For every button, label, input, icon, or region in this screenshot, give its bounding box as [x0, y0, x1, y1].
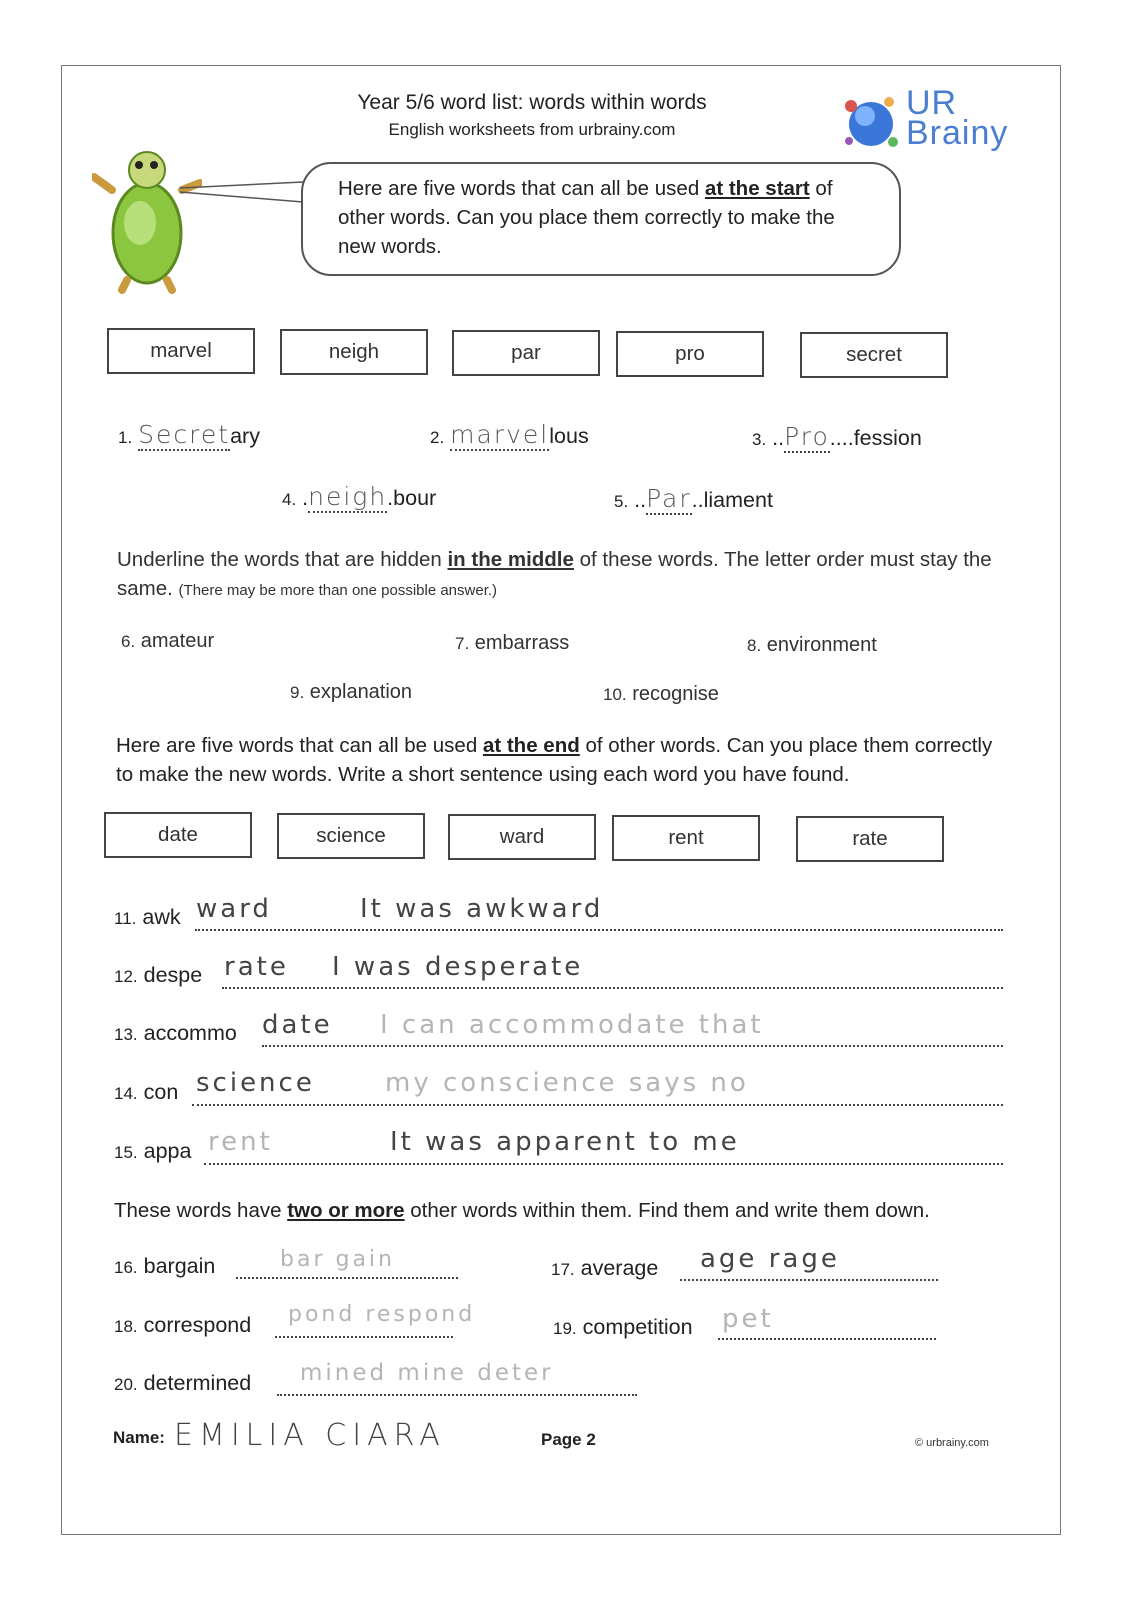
answer-line-16	[236, 1277, 458, 1279]
item-7: 7. embarrass	[455, 632, 570, 654]
item-17: 17. average	[551, 1256, 659, 1280]
sentence-11: It was awkward	[360, 894, 604, 924]
logo-text-bottom: Brainy	[906, 114, 1009, 152]
item-15-prefix: 15. appa	[114, 1139, 192, 1163]
worksheet-subtitle: English worksheets from urbrainy.com	[388, 120, 676, 139]
word-box-rent: rent	[612, 815, 760, 861]
section3-instructions: Here are five words that can all be used at the end of other words. Can you place them correctly to make the new words. Write a short sentence using each word you have found.	[116, 734, 993, 786]
item-18: 18. correspond	[114, 1313, 252, 1337]
answer-line-18	[275, 1336, 453, 1338]
brain-icon	[841, 86, 901, 156]
answer-14: science	[196, 1068, 315, 1098]
word-box-par: par	[452, 330, 600, 376]
answer-line-13	[262, 1045, 1003, 1047]
answer-line-20	[277, 1394, 637, 1396]
word-box-marvel: marvel	[107, 328, 255, 374]
answer-17: age rage	[700, 1244, 840, 1274]
sentence-15: It was apparent to me	[390, 1127, 740, 1157]
answer-13: date	[262, 1010, 333, 1040]
section4-instructions: These words have two or more other words within them. Find them and write them down.	[114, 1199, 930, 1222]
sentence-12: I was desperate	[332, 952, 584, 982]
name-label: Name:	[113, 1428, 165, 1447]
answer-15: rent	[208, 1127, 273, 1157]
sentence-14: my conscience says no	[385, 1068, 749, 1098]
item-9: 9. explanation	[290, 681, 413, 703]
answer-line-17	[680, 1279, 938, 1281]
logo-text-top: UR	[906, 84, 958, 122]
item-16: 16. bargain	[114, 1254, 216, 1278]
item-20: 20. determined	[114, 1371, 252, 1395]
answer-line-19	[718, 1338, 936, 1340]
section2-instructions: Underline the words that are hidden in the middle of these words. The letter order must stay the same. (There may be more than one possible answer.)	[117, 548, 992, 600]
answer-20: mined mine deter	[300, 1360, 554, 1386]
item-6: 6. amateur	[121, 630, 215, 652]
item-8: 8. environment	[747, 634, 877, 656]
word-box-ward: ward	[448, 814, 596, 860]
bubble-text: Here are five words that can all be used at the start of other words. Can you place them correctly to make the new words.	[338, 177, 835, 258]
word-box-neigh: neigh	[280, 329, 428, 375]
item-5: 5. ..Par..liament	[614, 484, 773, 513]
item-19: 19. competition	[553, 1315, 693, 1339]
answer-16: bar gain	[280, 1247, 395, 1272]
item-11-prefix: 11. awk	[114, 905, 181, 929]
student-name: EMILIA CIARA	[174, 1418, 446, 1453]
urbrainy-logo	[851, 78, 1051, 158]
item-4: 4. .neigh.bour	[282, 482, 437, 511]
sentence-13: I can accommodate that	[380, 1010, 764, 1040]
item-12-prefix: 12. despe	[114, 963, 203, 987]
answer-line-11	[195, 929, 1003, 931]
answer-line-15	[204, 1163, 1003, 1165]
answer-12: rate	[224, 952, 289, 982]
item-2: 2. marvellous	[430, 420, 589, 449]
copyright: © urbrainy.com	[915, 1437, 989, 1449]
answer-11: ward	[196, 894, 272, 924]
item-3: 3. ..Pro....fession	[752, 422, 922, 451]
page-number: Page 2	[541, 1430, 596, 1449]
answer-line-14	[192, 1104, 1003, 1106]
bubble-pointer	[180, 180, 310, 210]
item-13-prefix: 13. accommo	[114, 1021, 237, 1045]
item-1: 1. Secretary	[118, 420, 260, 449]
answer-line-12	[222, 987, 1003, 989]
worksheet-title: Year 5/6 word list: words within words	[357, 91, 707, 114]
answer-18: pond respond	[288, 1302, 476, 1327]
word-box-pro: pro	[616, 331, 764, 377]
answer-19: pet	[722, 1304, 774, 1334]
item-10: 10. recognise	[603, 683, 719, 705]
word-box-rate: rate	[796, 816, 944, 862]
item-14-prefix: 14. con	[114, 1080, 179, 1104]
word-box-science: science	[277, 813, 425, 859]
word-box-date: date	[104, 812, 252, 858]
word-box-secret: secret	[800, 332, 948, 378]
turtle-mascot-icon	[92, 145, 202, 295]
